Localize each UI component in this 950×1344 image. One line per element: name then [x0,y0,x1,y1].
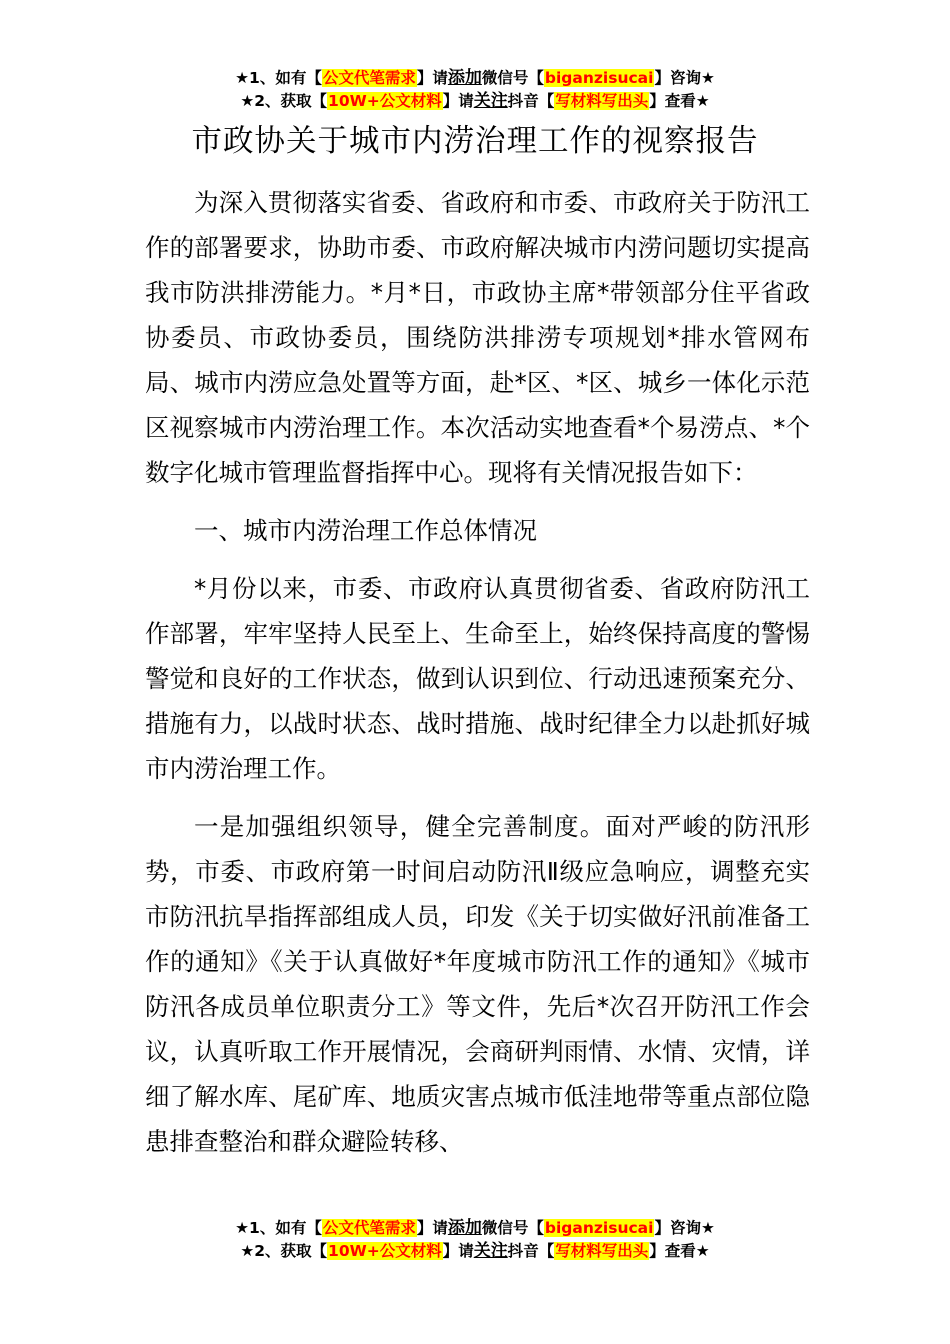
banner-text: 微信号【 [481,1219,544,1237]
banner-text: 抖音【 [507,1242,555,1260]
banner-text: 】请 [416,1219,448,1237]
banner-text: 2、获取【 [254,92,328,110]
banner-text: 1、如有【 [249,1219,322,1237]
star-icon: ★ [235,1219,250,1237]
paragraph-overview: *月份以来，市委、市政府认真贯彻省委、省政府防汛工作部署，牢牢坚持人民至上、生命至上，始终保持高度的警惕警觉和良好的工作状态，做到认识到位、行动迅速预案充分、措施有力，以战时状态、战时措施、战时纪律全力以赴抓好城市内涝治理工作。 [145,574,810,783]
banner-line-1 [0,1217,950,1240]
banner-text: 】请 [442,92,474,110]
banner-line-2 [0,1240,950,1263]
banner-highlight: 写材料写出头 [555,1242,649,1260]
star-icon: ★ [240,92,255,110]
banner-highlight: biganzisucai [544,1219,654,1237]
banner-text: 2、获取【 [254,1242,328,1260]
banner-text: 微信号【 [481,69,544,87]
banner-highlight: 10W+公文材料 [328,1242,442,1260]
document-title: 市政协关于城市内涝治理工作的视察报告 [191,124,759,159]
banner-underlined: 关注 [473,91,508,111]
banner-highlight: 10W+公文材料 [328,92,442,110]
banner-underlined: 添加 [447,68,482,88]
header-banner [0,67,950,113]
banner-text: 】咨询★ [654,1219,715,1237]
banner-highlight: 公文代笔需求 [322,1219,416,1237]
banner-line-2 [0,90,950,113]
star-icon: ★ [235,69,250,87]
banner-underlined: 关注 [473,1241,508,1261]
banner-highlight: biganzisucai [544,69,654,87]
banner-text: 】查看★ [649,1242,710,1260]
star-icon: ★ [240,1242,255,1260]
banner-underlined: 添加 [447,1218,482,1238]
paragraph-intro: 为深入贯彻落实省委、省政府和市委、市政府关于防汛工作的部署要求，协助市委、市政府解决城市内涝问题切实提高我市防洪排涝能力。*月*日，市政协主席*带领部分住平省政协委员、市政协委员，围绕防洪排涝专项规划*排水管网布局、城市内涝应急处置等方面，赴*区、*区、城乡一体化示范区视察城市内涝治理工作。本次活动实地查看*个易涝点、*个数字化城市管理监督指挥中心。现将有关情况报告如下： [145,188,810,487]
footer-banner [0,1217,950,1263]
banner-text: 】查看★ [649,92,710,110]
banner-text: 】请 [442,1242,474,1260]
banner-text: 抖音【 [507,92,555,110]
banner-text: 1、如有【 [249,69,322,87]
banner-highlight: 写材料写出头 [555,92,649,110]
paragraph-organization: 一是加强组织领导，健全完善制度。面对严峻的防汛形势，市委、市政府第一时间启动防汛Ⅱ级应急响应，调整充实市防汛抗旱指挥部组成人员，印发《关于切实做好汛前准备工作的通知》《关于认真做好*年度城市防汛工作的通知》《城市防汛各成员单位职责分工》等文件，先后*次召开防汛工作会议，认真听取工作开展情况，会商研判雨情、水情、灾情，详细了解水库、尾矿库、地质灾害点城市低洼地带等重点部位隐患排查整治和群众避险转移、 [145,812,810,1156]
banner-line-1 [0,67,950,90]
section-heading: 一、城市内涝治理工作总体情况 [194,516,537,545]
banner-text: 】咨询★ [654,69,715,87]
document-body [145,180,810,1164]
banner-highlight: 公文代笔需求 [322,69,416,87]
banner-text: 】请 [416,69,448,87]
